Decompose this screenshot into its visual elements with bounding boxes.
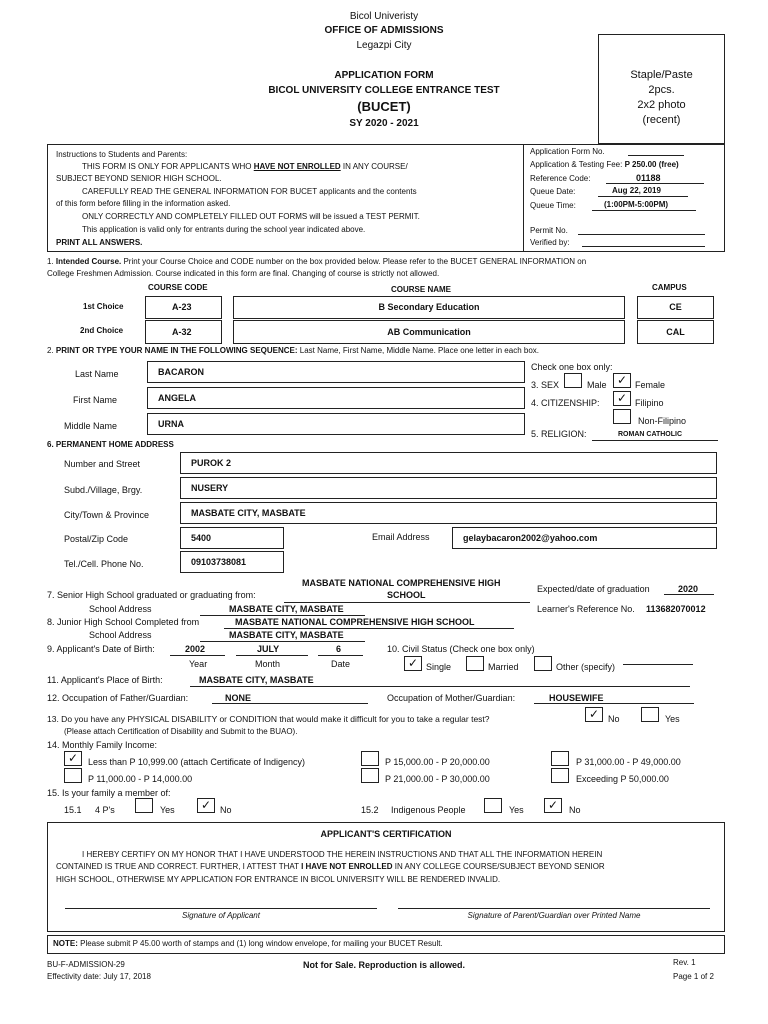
civil-status-label: 10. Civil Status (Check one box only): [387, 644, 535, 654]
father-occupation-line[interactable]: [212, 703, 368, 704]
choice-1-campus[interactable]: CE: [637, 296, 714, 319]
pob-label: 11. Applicant's Place of Birth:: [47, 675, 163, 685]
year-label: Year: [189, 659, 208, 669]
last-name-label: Last Name: [75, 369, 119, 379]
pob-line[interactable]: [190, 686, 690, 687]
ref-value: 01188: [636, 173, 661, 183]
photo-line: Staple/Paste: [630, 69, 693, 81]
name-heading: 2. PRINT OR TYPE YOUR NAME IN THE FOLLOWING SEQUENCE: Last Name, First Name, Middle Name. Place one letter in each box.: [47, 346, 539, 355]
permit-label: Permit No.: [530, 226, 568, 235]
father-occupation-label: 12. Occupation of Father/Guardian:: [47, 693, 189, 703]
shs-value-2: SCHOOL: [387, 590, 426, 600]
fourps-yes-label: Yes: [160, 805, 175, 815]
street-field[interactable]: PUROK 2: [180, 452, 717, 474]
dob-year-line[interactable]: [170, 655, 225, 656]
photo-line: (recent): [642, 114, 681, 126]
religion-label: 5. RELIGION:: [531, 429, 587, 439]
married-label: Married: [488, 662, 519, 672]
date-label: Date: [331, 659, 351, 669]
income-opt3-label: P 31,000.00 - P 49,000.00: [576, 757, 681, 767]
footer-page: Page 1 of 2: [673, 972, 714, 981]
subd-label: Subd./Village, Brgy.: [64, 485, 143, 495]
ref-label: Reference Code:: [530, 174, 591, 183]
subd-field[interactable]: NUSERY: [180, 477, 717, 499]
member-q2-label: Indigenous People: [391, 805, 466, 815]
dob-year: 2002: [185, 644, 206, 654]
father-occupation-value: NONE: [225, 693, 252, 703]
jhs-value: MASBATE NATIONAL COMPREHENSIVE HIGH SCHOOL: [235, 617, 475, 627]
instructions-line: of this form before filling in the information asked.: [56, 199, 231, 208]
certification-title: APPLICANT'S CERTIFICATION: [320, 829, 452, 839]
instructions-line: This application is valid only for entrants during the school year indicated above.: [82, 225, 366, 234]
office-name: OFFICE OF ADMISSIONS: [324, 25, 444, 36]
certification-line: HIGH SCHOOL, OTHERWISE MY APPLICATION FOR ENTRANCE IN BICOL UNIVERSITY WILL BE RENDERED INVALID.: [56, 875, 501, 884]
choice-2-label: 2nd Choice: [80, 326, 124, 335]
phone-field[interactable]: 09103738081: [180, 551, 284, 573]
disability-question: 13. Do you have any PHYSICAL DISABILITY or CONDITION that would make it difficult for you to take a regular test?: [47, 714, 490, 724]
income-opt1-checkbox[interactable]: ✓: [64, 751, 82, 766]
jhs-address-value: MASBATE CITY, MASBATE: [229, 630, 344, 640]
email-label: Email Address: [372, 532, 430, 542]
choice-1-code[interactable]: A-23: [145, 296, 222, 319]
instructions-line: THIS FORM IS ONLY FOR APPLICANTS WHO HAVE NOT ENROLLED IN ANY COURSE/: [82, 162, 408, 171]
applicant-signature-line[interactable]: [65, 908, 377, 909]
income-opt6-checkbox[interactable]: [551, 768, 569, 783]
dob-label: 9. Applicant's Date of Birth:: [47, 644, 155, 654]
grad-value: 2020: [678, 584, 699, 594]
non-filipino-checkbox[interactable]: [613, 409, 631, 424]
single-label: Single: [426, 662, 452, 672]
non-filipino-label: Non-Filipino: [638, 416, 687, 426]
shs-label: 7. Senior High School graduated or graduating from:: [47, 590, 256, 600]
lrn-value: 113682070012: [646, 604, 706, 614]
certification-line: CONTAINED IS TRUE AND CORRECT. FURTHER, I ATTEST THAT I HAVE NOT ENROLLED IN ANY COLLEGE COURSE/SUBJECT BEYOND SENIOR: [56, 862, 605, 871]
col-course-name: COURSE NAME: [391, 285, 452, 294]
mother-occupation-label: Occupation of Mother/Guardian:: [387, 693, 516, 703]
income-opt3-checkbox[interactable]: [551, 751, 569, 766]
pob-value: MASBATE CITY, MASBATE: [199, 675, 314, 685]
choice-2-campus[interactable]: CAL: [637, 320, 714, 344]
shs-address-line[interactable]: [200, 615, 365, 616]
ip-yes-checkbox[interactable]: [484, 798, 502, 813]
test-title: BICOL UNIVERSITY COLLEGE ENTRANCE TEST: [268, 85, 500, 96]
phone-label: Tel./Cell. Phone No.: [64, 559, 144, 569]
university-name: Bicol Univeristy: [349, 11, 419, 22]
ip-yes-label: Yes: [509, 805, 524, 815]
footer-center: Not for Sale. Reproduction is allowed.: [302, 960, 466, 970]
fee-label: Application & Testing Fee: P 250.00 (free): [530, 160, 679, 169]
shs-address-value: MASBATE CITY, MASBATE: [229, 604, 344, 614]
applicant-signature-label: Signature of Applicant: [182, 911, 260, 920]
qdate-line: [598, 196, 688, 197]
check-hint: Check one box only:: [531, 362, 613, 372]
zip-field[interactable]: 5400: [180, 527, 284, 549]
fourps-no-checkbox[interactable]: ✓: [197, 798, 215, 813]
mother-occupation-line[interactable]: [534, 703, 694, 704]
city-field[interactable]: MASBATE CITY, MASBATE: [180, 502, 717, 524]
instructions-line: SUBJECT BEYOND SENIOR HIGH SCHOOL.: [56, 174, 222, 183]
instructions-line: PRINT ALL ANSWERS.: [56, 238, 143, 247]
ref-line: [606, 183, 704, 184]
female-label: Female: [635, 380, 666, 390]
income-opt1-label: Less than P 10,999.00 (attach Certificate of Indigency): [88, 757, 305, 767]
sex-label: 3. SEX: [531, 380, 560, 390]
qdate-value: Aug 22, 2019: [612, 186, 661, 195]
form-no-label: Application Form No.: [530, 147, 605, 156]
verified-label: Verified by:: [530, 238, 570, 247]
lrn-label: Learner's Reference No.: [537, 604, 635, 614]
income-opt2-checkbox[interactable]: [361, 751, 379, 766]
course-intro-2: College Freshmen Admission. Course indicated in this form are final. Changing of course is strictly not allowed.: [47, 269, 440, 278]
instructions-divider: [523, 144, 524, 252]
permit-line[interactable]: [578, 234, 705, 235]
religion-value: ROMAN CATHOLIC: [618, 431, 683, 438]
citizenship-label: 4. CITIZENSHIP:: [531, 398, 600, 408]
religion-line[interactable]: [592, 440, 718, 441]
other-label: Other (specify): [556, 662, 616, 672]
choice-1-label: 1st Choice: [83, 302, 124, 311]
dob-day-line[interactable]: [318, 655, 363, 656]
col-course-code: COURSE CODE: [148, 283, 208, 292]
filipino-checkbox[interactable]: ✓: [613, 391, 631, 406]
ip-no-checkbox[interactable]: ✓: [544, 798, 562, 813]
disability-yes-label: Yes: [665, 714, 680, 724]
col-campus: CAMPUS: [652, 283, 687, 292]
qdate-label: Queue Date:: [530, 187, 576, 196]
footer-rev: Rev. 1: [673, 958, 696, 967]
form-no-line[interactable]: [628, 155, 684, 156]
form-title: APPLICATION FORM: [334, 70, 434, 81]
shs-line[interactable]: [284, 602, 530, 603]
income-opt2-label: P 15,000.00 - P 20,000.00: [385, 757, 490, 767]
fourps-no-label: No: [220, 805, 232, 815]
address-heading: 6. PERMANENT HOME ADDRESS: [47, 440, 174, 449]
instructions-heading: Instructions to Students and Parents:: [56, 150, 188, 159]
income-opt5-label: P 21,000.00 - P 30,000.00: [385, 774, 490, 784]
member-heading: 15. Is your family a member of:: [47, 788, 171, 798]
disability-yes-checkbox[interactable]: [641, 707, 659, 722]
photo-line: 2x2 photo: [637, 99, 686, 111]
other-checkbox[interactable]: [534, 656, 552, 671]
note-text: NOTE: Please submit P 45.00 worth of stamps and (1) long window envelope, for mailing your BUCET Result.: [53, 939, 443, 948]
income-opt6-label: Exceeding P 50,000.00: [576, 774, 669, 784]
member-q2-num: 15.2: [361, 805, 379, 815]
instructions-line: ONLY CORRECTLY AND COMPLETELY FILLED OUT FORMS will be issued a TEST PERMIT.: [82, 212, 420, 221]
male-checkbox[interactable]: [564, 373, 582, 388]
city-label: City/Town & Province: [64, 510, 150, 520]
qtime-label: Queue Time:: [530, 201, 576, 210]
dob-day: 6: [336, 644, 342, 654]
choice-2-code[interactable]: A-32: [145, 320, 222, 344]
shs-address-label: School Address: [89, 604, 152, 614]
fourps-yes-checkbox[interactable]: [135, 798, 153, 813]
first-name-field[interactable]: ANGELA: [147, 387, 525, 409]
dob-month-line[interactable]: [236, 655, 308, 656]
footer-code: BU-F-ADMISSION-29: [47, 960, 125, 969]
male-label: Male: [587, 380, 607, 390]
test-abbrev: (BUCET): [357, 99, 411, 114]
city-name: Legazpi City: [356, 40, 412, 51]
jhs-line[interactable]: [224, 628, 514, 629]
parent-signature-line[interactable]: [398, 908, 710, 909]
email-field[interactable]: gelaybacaron2002@yahoo.com: [452, 527, 717, 549]
parent-signature-label: Signature of Parent/Guardian over Printed Name: [467, 911, 641, 920]
dob-month: JULY: [257, 644, 280, 654]
certification-line: I HEREBY CERTIFY ON MY HONOR THAT I HAVE UNDERSTOOD THE HEREIN INSTRUCTIONS AND THAT ALL THE INFORMATION HEREIN: [82, 850, 603, 859]
footer-effectivity: Effectivity date: July 17, 2018: [47, 972, 151, 981]
disability-no-label: No: [608, 714, 620, 724]
first-name-label: First Name: [73, 395, 118, 405]
middle-name-label: Middle Name: [64, 421, 118, 431]
verified-line[interactable]: [582, 246, 705, 247]
income-opt4-label: P 11,000.00 - P 14,000.00: [88, 774, 193, 784]
last-name-field[interactable]: BACARON: [147, 361, 525, 383]
disability-no-checkbox[interactable]: ✓: [585, 707, 603, 722]
qtime-value: (1:00PM-5:00PM): [604, 200, 669, 209]
shs-value-1: MASBATE NATIONAL COMPREHENSIVE HIGH: [302, 578, 501, 588]
jhs-address-line[interactable]: [200, 641, 365, 642]
instructions-line: CAREFULLY READ THE GENERAL INFORMATION FOR BUCET applicants and the contents: [82, 187, 417, 196]
school-year: SY 2020 - 2021: [349, 118, 419, 129]
zip-label: Postal/Zip Code: [64, 534, 129, 544]
female-checkbox[interactable]: ✓: [613, 373, 631, 388]
member-q1-label: 4 P's: [95, 805, 115, 815]
photo-box[interactable]: [598, 34, 725, 144]
ip-no-label: No: [569, 805, 581, 815]
member-q1-num: 15.1: [64, 805, 82, 815]
month-label: Month: [255, 659, 281, 669]
course-intro: 1. Intended Course. Print your Course Choice and CODE number on the box provided below. Please refer to the BUCET GENERAL INFORMATION on: [47, 257, 587, 266]
married-checkbox[interactable]: [466, 656, 484, 671]
income-opt4-checkbox[interactable]: [64, 768, 82, 783]
income-heading: 14. Monthly Family Income:: [47, 740, 158, 750]
grad-line[interactable]: [664, 594, 714, 595]
other-line[interactable]: [623, 664, 693, 665]
jhs-address-label: School Address: [89, 630, 152, 640]
mother-occupation-value: HOUSEWIFE: [549, 693, 604, 703]
filipino-label: Filipino: [635, 398, 664, 408]
jhs-label: 8. Junior High School Completed from: [47, 617, 200, 627]
single-checkbox[interactable]: ✓: [404, 656, 422, 671]
income-opt5-checkbox[interactable]: [361, 768, 379, 783]
photo-line: 2pcs.: [648, 84, 675, 96]
street-label: Number and Street: [64, 459, 141, 469]
middle-name-field[interactable]: URNA: [147, 413, 525, 435]
choice-1-name[interactable]: B Secondary Education: [233, 296, 625, 319]
qtime-line: [592, 210, 696, 211]
disability-note: (Please attach Certification of Disability and Submit to the BUAO).: [64, 727, 298, 736]
choice-2-name[interactable]: AB Communication: [233, 320, 625, 344]
grad-label: Expected/date of graduation: [537, 584, 650, 594]
